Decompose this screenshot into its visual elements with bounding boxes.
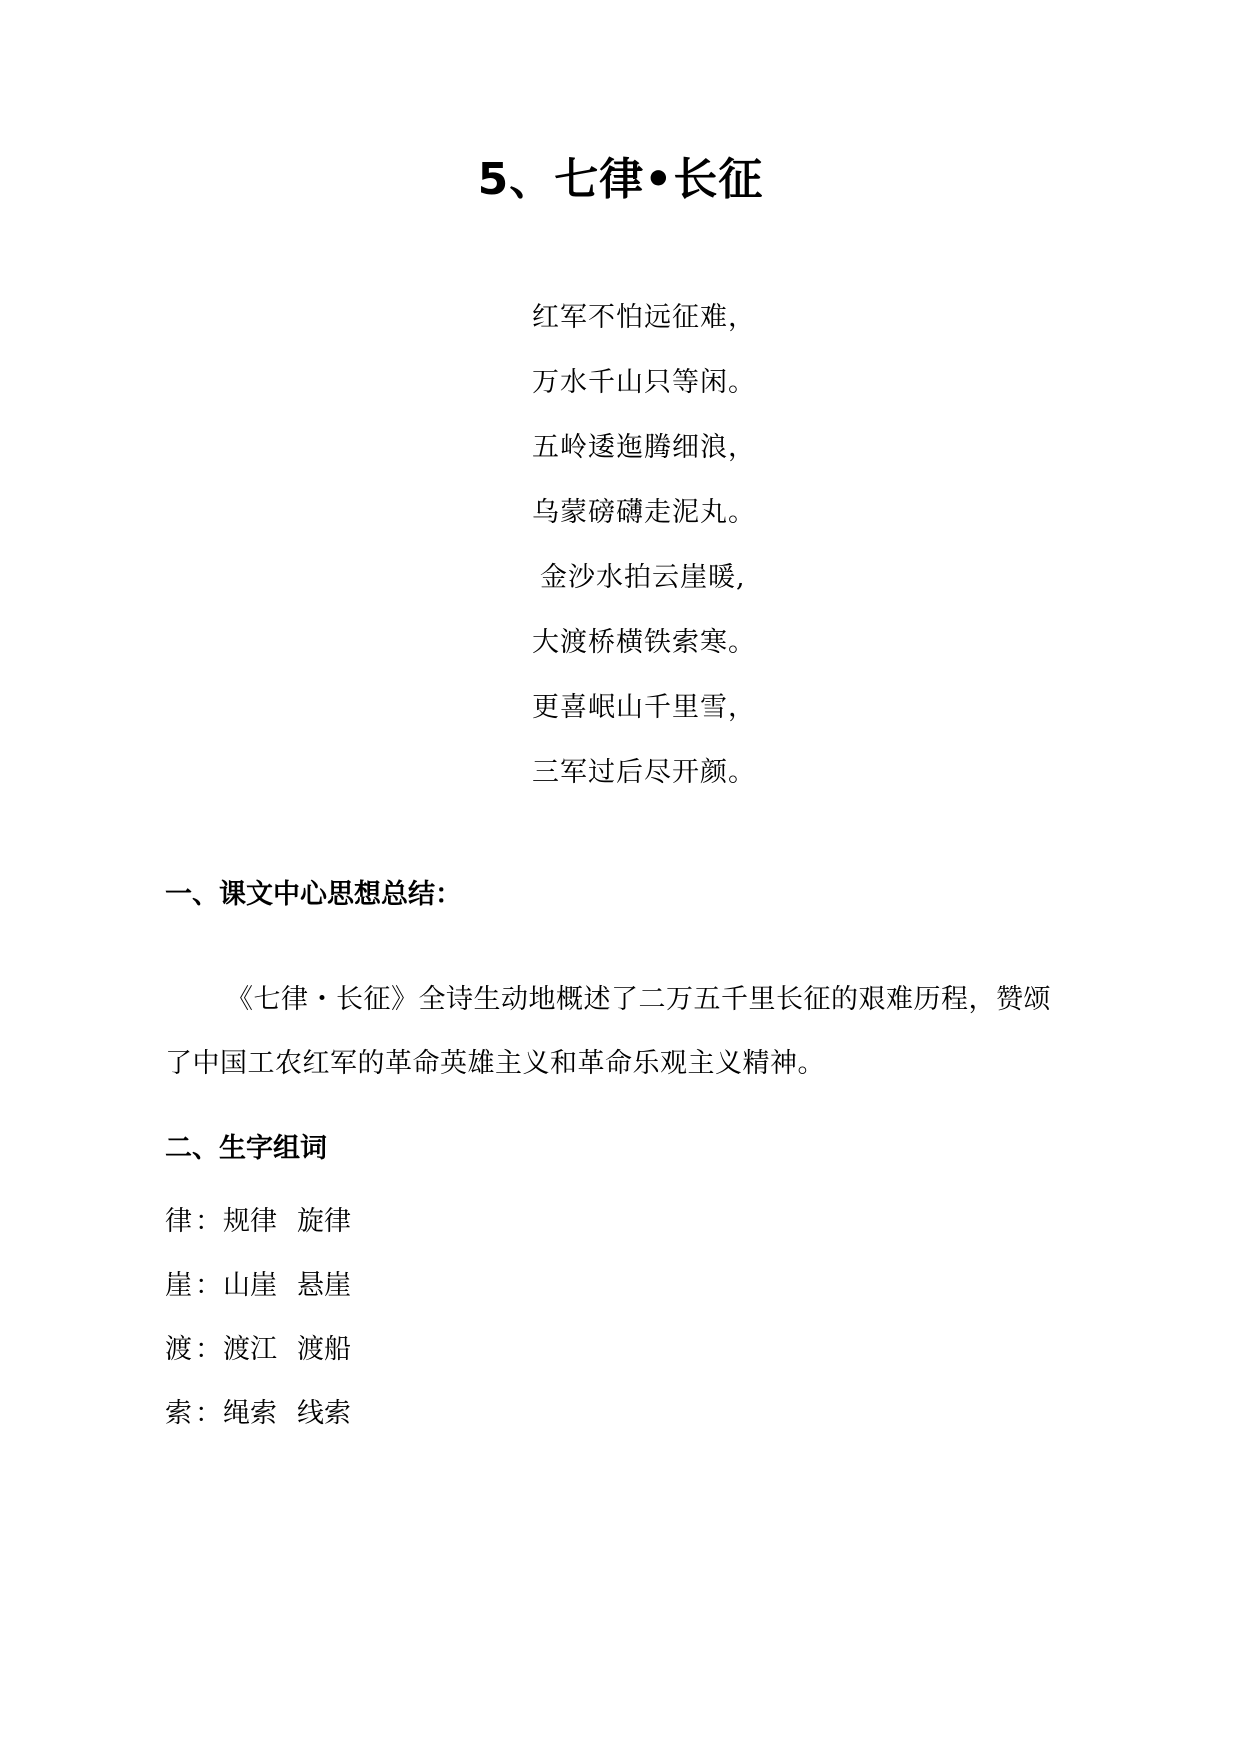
vocabulary-word: 绳索 — [223, 1398, 277, 1429]
section-heading-vocabulary: 二、生字组词 — [165, 1133, 327, 1164]
vocabulary-character: 渡 — [165, 1334, 192, 1365]
vocabulary-word: 渡江 — [223, 1334, 277, 1365]
section-heading-summary: 一、课文中心思想总结： — [165, 879, 462, 910]
poem-line: 大渡桥横铁索寒。 — [532, 627, 756, 658]
vocabulary-colon: ： — [195, 1334, 222, 1365]
summary-paragraph — [165, 968, 1075, 1096]
poem-line: 乌蒙磅礴走泥丸。 — [532, 497, 756, 528]
vocabulary-colon: ： — [195, 1206, 222, 1237]
vocabulary-colon: ： — [195, 1270, 222, 1301]
poem-line: 金沙水拍云崖暖, — [540, 562, 746, 593]
poem-line: 五岭逶迤腾细浪， — [532, 432, 756, 463]
summary-text: 《七律・长征》全诗生动地概述了二万五千里长征的艰难历程，赞颂了中国工农红军的革命英雄主义和革命乐观主义精神。 — [165, 984, 1051, 1079]
vocabulary-list — [165, 1190, 765, 1446]
vocabulary-character: 索 — [165, 1398, 192, 1429]
vocabulary-word: 悬崖 — [297, 1270, 351, 1301]
vocabulary-item — [165, 1254, 765, 1318]
vocabulary-item — [165, 1318, 765, 1382]
vocabulary-character: 崖 — [165, 1270, 192, 1301]
page-title: 5、七律•长征 — [477, 154, 764, 205]
vocabulary-item — [165, 1382, 765, 1446]
poem-line: 万水千山只等闲。 — [532, 367, 756, 398]
poem-line: 三军过后尽开颜。 — [532, 757, 756, 788]
vocabulary-word: 山崖 — [223, 1270, 277, 1301]
poem-line: 更喜岷山千里雪， — [532, 692, 756, 723]
poem — [532, 285, 852, 805]
vocabulary-colon: ： — [195, 1398, 222, 1429]
vocabulary-character: 律 — [165, 1206, 192, 1237]
vocabulary-word: 规律 — [223, 1206, 277, 1237]
vocabulary-word: 渡船 — [297, 1334, 351, 1365]
vocabulary-word: 旋律 — [297, 1206, 351, 1237]
poem-line: 红军不怕远征难， — [532, 302, 756, 333]
vocabulary-word: 线索 — [297, 1398, 351, 1429]
vocabulary-item — [165, 1190, 765, 1254]
